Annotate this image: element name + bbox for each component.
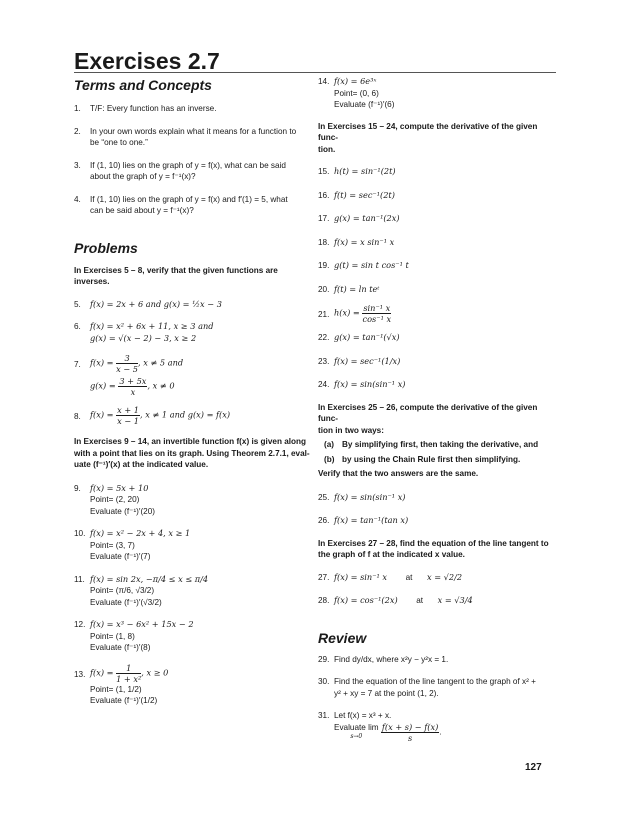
option-label: (b)	[324, 454, 335, 464]
exercise-text: T/F: Every function has an inverse.	[90, 104, 217, 113]
exercise-evaluate: Evaluate (f⁻¹)′(1/2)	[90, 696, 158, 705]
exercise-math: f(x) = 6e³ˣ	[334, 76, 377, 86]
exercise-evaluate: Evaluate (f⁻¹)′(8)	[90, 643, 151, 652]
exercise-16	[318, 190, 554, 202]
exercise-1	[74, 103, 310, 115]
fraction	[116, 405, 140, 426]
instruction-line: the graph of f at the indicated x value.	[318, 550, 465, 559]
fraction-numerator: f(x + s) − f(x)	[381, 721, 439, 732]
exercise-evaluate: Evaluate (f⁻¹)′(6)	[334, 100, 395, 109]
instruction-line: uate (f⁻¹)′(x) at the indicated value.	[74, 460, 209, 469]
limit-label: Evaluate lim	[334, 723, 379, 732]
exercise-math: g(x) = tan⁻¹(√x)	[334, 332, 400, 342]
exercise-22	[318, 332, 554, 344]
exercise-number: 2.	[74, 126, 81, 136]
exercise-limit	[334, 722, 554, 743]
fraction	[381, 721, 442, 743]
page-title: Exercises 2.7	[74, 48, 220, 74]
exercise-number: 8.	[74, 412, 81, 421]
exercise-number: 28.	[318, 596, 330, 605]
exercise-evaluate: Evaluate (f⁻¹)′(√3/2)	[90, 597, 162, 607]
exercise-text: Find dy/dx, where x²y − y²x = 1.	[334, 654, 449, 664]
exercise-text: Let f(x) = x³ + x.	[334, 711, 392, 720]
fraction-denominator: s	[407, 732, 413, 743]
exercise-number: 12.	[74, 620, 86, 629]
exercise-13	[74, 663, 310, 707]
exercise-evaluate: Evaluate (f⁻¹)′(7)	[90, 552, 151, 561]
exercise-20	[318, 284, 554, 296]
right-column	[318, 76, 554, 743]
exercise-14	[318, 76, 554, 111]
exercise-number: 14.	[318, 77, 330, 86]
fraction-numerator: 3	[116, 353, 138, 364]
exercise-point: Point= (2, 20)	[90, 495, 140, 504]
instruction-line: In Exercises 25 – 26, compute the derivative of the given func-	[318, 402, 538, 423]
fraction-denominator: x − 5	[116, 364, 139, 374]
fraction-denominator: cos⁻¹ x	[362, 314, 392, 324]
exercise-number: 15.	[318, 167, 330, 176]
exercise-math-line	[90, 663, 310, 684]
exercise-math: f(x) = sec⁻¹(1/x)	[334, 355, 401, 366]
math-prefix: f(x) =	[90, 357, 114, 368]
exercise-math: f(x) = sin(sin⁻¹ x)	[334, 379, 406, 389]
exercise-point: Point= (3, 7)	[90, 540, 135, 550]
exercise-evaluate: Evaluate (f⁻¹)′(20)	[90, 506, 156, 516]
terms-heading: Terms and Concepts	[74, 77, 212, 93]
limit-operator	[334, 723, 379, 741]
exercise-number: 22.	[318, 333, 330, 342]
option-text: By simplifying first, then taking the derivative, and	[342, 440, 539, 449]
exercise-text: If (1, 10) lies on the graph of y = f(x), what can be said	[90, 160, 286, 170]
exercise-math: g(x) = √(x − 2) − 3, x ≥ 2	[90, 332, 197, 343]
instruction-line: tion.	[318, 144, 336, 154]
exercise-math: f(x) = sin⁻¹ x	[334, 571, 388, 582]
problems-heading: Problems	[74, 239, 138, 256]
exercise-value: x = √3/4	[437, 595, 473, 605]
exercise-18	[318, 237, 554, 249]
math-prefix: f(x) =	[90, 409, 114, 420]
exercise-9	[74, 483, 310, 518]
instruction-line: with a point that lies on its graph. Using Theorem 2.7.1, eval-	[74, 448, 310, 458]
math-prefix: h(x) =	[334, 307, 360, 318]
exercise-value: x = √2/2	[427, 571, 463, 582]
page-number: 127	[525, 762, 542, 773]
exercise-26	[318, 515, 554, 527]
exercise-math: f(x) = sin 2x, −π/4 ≤ x ≤ π/4	[90, 573, 209, 584]
instruction-27-28	[318, 538, 554, 561]
exercise-6	[74, 321, 310, 344]
exercise-at: at	[405, 572, 413, 582]
exercise-number: 21.	[318, 310, 330, 319]
exercise-2	[74, 126, 310, 149]
exercise-math-line	[90, 353, 310, 374]
fraction-numerator: 1	[116, 663, 141, 674]
exercise-number: 13.	[74, 669, 86, 679]
instruction-9-14	[74, 436, 310, 471]
exercise-29	[318, 654, 554, 666]
exercise-3	[74, 160, 310, 183]
fraction-denominator: x	[130, 387, 136, 397]
exercise-text: If (1, 10) lies on the graph of y = f(x) and f′(1) = 5, what	[90, 194, 288, 204]
math-suffix: , x ≥ 0	[141, 667, 169, 677]
exercise-math: f(x) = x³ − 6x² + 15x − 2	[90, 619, 194, 629]
exercise-number: 23.	[318, 356, 330, 366]
option-label: (a)	[324, 440, 335, 449]
instruction-option-b	[324, 454, 554, 466]
exercise-math: g(t) = sin t cos⁻¹ t	[334, 260, 409, 270]
exercise-28	[318, 595, 554, 607]
exercise-4	[74, 194, 310, 217]
exercise-text: Find the equation of the line tangent to the graph of x² +	[334, 677, 536, 686]
exercise-31	[318, 710, 554, 743]
exercise-10	[74, 528, 310, 563]
exercise-27	[318, 572, 554, 584]
exercise-number: 31.	[318, 711, 330, 720]
fraction-denominator: 1 + x²	[116, 673, 142, 684]
exercise-11	[74, 574, 310, 609]
limit-suffix: .	[439, 727, 442, 737]
exercise-21	[318, 303, 554, 324]
exercise-math: f(x) = x² − 2x + 4, x ≥ 1	[90, 528, 191, 538]
exercise-17	[318, 213, 554, 225]
exercise-number: 11.	[74, 574, 85, 584]
left-column	[74, 76, 310, 707]
exercise-at: at	[416, 596, 424, 605]
math-suffix: , x ≠ 0	[147, 380, 175, 391]
exercise-math-line	[90, 376, 310, 397]
title-rule	[74, 72, 556, 73]
fraction-numerator: x + 1	[117, 405, 140, 415]
exercise-number: 27.	[318, 572, 330, 582]
exercise-number: 19.	[318, 261, 330, 270]
exercise-number: 4.	[74, 194, 81, 204]
exercise-text: In your own words explain what it means for a function to	[90, 126, 297, 136]
exercise-math: f(x) = x² + 6x + 11, x ≥ 3 and	[90, 321, 214, 331]
instruction-line: In Exercises 15 – 24, compute the derivative of the given func-	[318, 121, 538, 142]
exercise-math: f(x) = x sin⁻¹ x	[334, 236, 395, 247]
exercise-text: can be said about y = f⁻¹(x)?	[90, 206, 194, 215]
exercise-12	[74, 619, 310, 654]
exercise-8	[74, 405, 310, 426]
exercise-text: about the graph of y = f⁻¹(x)?	[90, 172, 196, 181]
fraction	[118, 376, 147, 397]
exercise-15	[318, 166, 554, 178]
exercise-number: 9.	[74, 483, 81, 493]
instruction-line: In Exercises 9 – 14, an invertible function f(x) is given along	[74, 437, 307, 446]
exercise-number: 25.	[318, 492, 330, 502]
exercise-number: 17.	[318, 214, 330, 223]
fraction	[116, 353, 138, 374]
instruction-line: In Exercises 27 – 28, find the equation of the line tangent to	[318, 538, 549, 548]
limit-subscript: s→0	[350, 733, 363, 740]
fraction-numerator: sin⁻¹ x	[363, 303, 391, 313]
exercise-25	[318, 492, 554, 504]
exercise-number: 20.	[318, 284, 330, 294]
review-heading: Review	[318, 629, 367, 646]
math-suffix: , x ≠ 5 and	[138, 357, 184, 368]
exercise-number: 10.	[74, 529, 86, 538]
math-prefix: f(x) =	[90, 667, 114, 677]
exercise-text: y² + xy = 7 at the point (1, 2).	[334, 688, 439, 698]
fraction-numerator: 3 + 5x	[119, 376, 147, 386]
instruction-line: tion in two ways:	[318, 425, 384, 435]
instruction-25-26	[318, 402, 554, 437]
exercise-19	[318, 260, 554, 272]
exercise-text: be “one to one.”	[90, 138, 148, 147]
instruction-verify: Verify that the two answers are the same.	[318, 469, 479, 478]
exercise-7	[74, 353, 310, 397]
exercise-number: 3.	[74, 160, 81, 170]
exercise-number: 6.	[74, 322, 81, 331]
exercise-number: 5.	[74, 299, 81, 309]
instruction-option-a	[324, 439, 554, 451]
exercise-math: g(x) = tan⁻¹(2x)	[334, 213, 400, 223]
exercise-number: 30.	[318, 677, 330, 686]
math-suffix: , x ≠ 1 and g(x) = f(x)	[140, 409, 231, 420]
exercise-number: 7.	[74, 360, 81, 369]
exercise-math: f(x) = 2x + 6 and g(x) = ½x − 3	[90, 298, 222, 309]
exercise-math: f(x) = cos⁻¹(2x)	[334, 595, 398, 605]
exercise-math: f(x) = sin(sin⁻¹ x)	[334, 491, 406, 502]
exercise-math: h(t) = sin⁻¹(2t)	[334, 166, 396, 176]
exercise-point: Point= (1, 1/2)	[90, 684, 142, 694]
fraction	[116, 663, 141, 684]
exercise-math: f(t) = ln teᵗ	[334, 283, 380, 294]
exercise-point: Point= (0, 6)	[334, 88, 379, 98]
option-text: by using the Chain Rule first then simplifying.	[342, 454, 521, 464]
fraction-denominator: x − 1	[117, 416, 140, 426]
exercise-23	[318, 356, 554, 368]
instruction-15-24	[318, 121, 554, 156]
fraction	[362, 303, 391, 324]
exercise-point: Point= (1, 8)	[90, 631, 135, 641]
exercise-number: 26.	[318, 516, 330, 525]
exercise-30	[318, 676, 554, 699]
exercise-point: Point= (π/6, √3/2)	[90, 586, 155, 595]
exercise-number: 1.	[74, 104, 81, 113]
exercise-number: 18.	[318, 237, 330, 247]
exercise-math: f(x) = 5x + 10	[90, 482, 149, 493]
exercise-5	[74, 299, 310, 311]
exercise-number: 29.	[318, 654, 330, 664]
instruction-5-8: In Exercises 5 – 8, verify that the given functions are inverses.	[74, 265, 278, 286]
exercise-math: f(x) = tan⁻¹(tan x)	[334, 515, 409, 525]
exercise-number: 16.	[318, 190, 330, 200]
exercise-number: 24.	[318, 380, 330, 389]
exercise-math: f(t) = sec⁻¹(2t)	[334, 189, 395, 200]
exercise-24	[318, 379, 554, 391]
math-prefix: g(x) =	[90, 380, 116, 391]
